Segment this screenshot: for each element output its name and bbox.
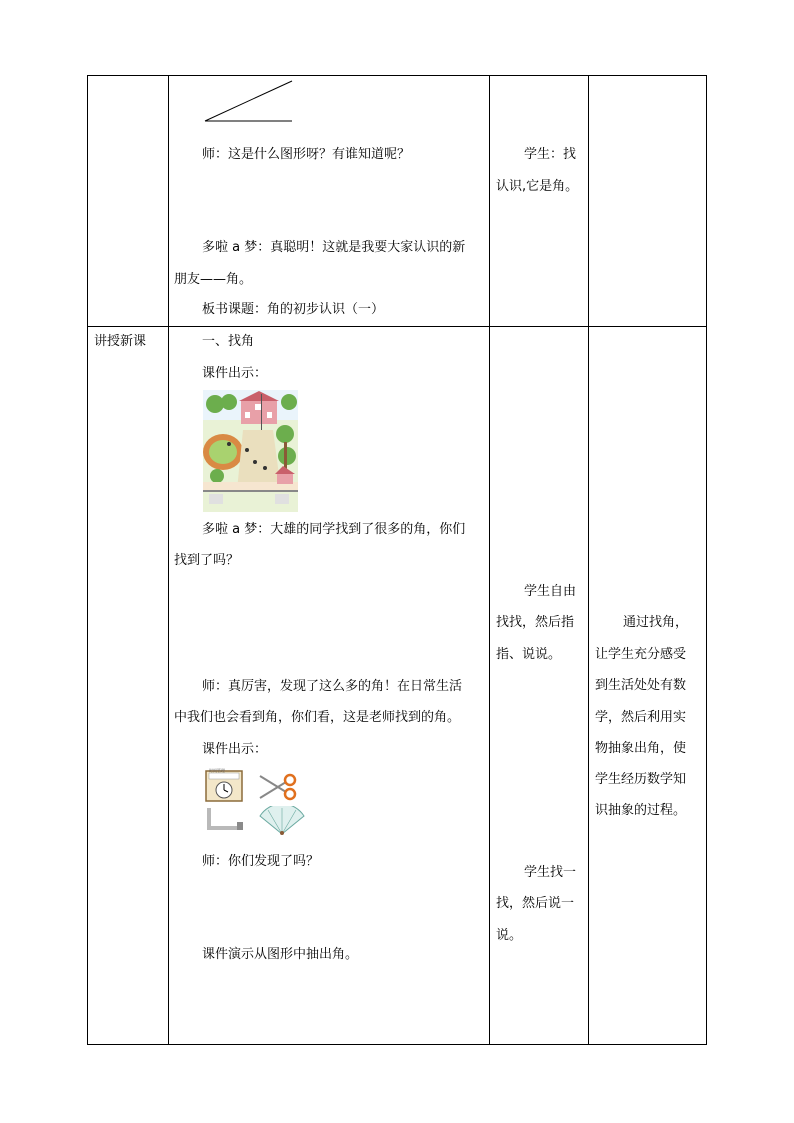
design-intent: 到生活处处有数 — [595, 678, 687, 693]
fan-icon — [258, 806, 306, 836]
teacher-line: 师：你们发现了吗？ — [202, 854, 320, 869]
design-intent: 学生经历数学知 — [595, 772, 687, 787]
design-intent: 物抽象出角，使 — [595, 741, 687, 756]
design-intent: 通过找角， — [623, 615, 689, 630]
column-divider — [489, 76, 490, 1044]
design-intent: 让学生充分感受 — [595, 647, 687, 662]
demo-note: 课件演示从图形中抽出角。 — [202, 947, 359, 962]
doraemon-line: 多啦 a 梦：真聪明！这就是我要大家认识的新 — [202, 240, 466, 255]
design-intent: 学，然后利用实 — [595, 710, 687, 725]
courseware-note: 课件出示： — [202, 742, 268, 757]
design-intent: 识抽象的过程。 — [595, 803, 687, 818]
doraemon-line: 朋友——角。 — [174, 272, 253, 287]
student-activity: 找，然后说一 — [496, 896, 575, 911]
water-pipe-icon — [205, 808, 245, 834]
angle-figure — [200, 78, 300, 126]
scissors-icon — [256, 772, 300, 802]
column-divider — [168, 76, 169, 1044]
stage-label: 讲授新课 — [94, 334, 147, 349]
student-activity: 学生找一 — [524, 865, 577, 880]
student-activity: 说。 — [496, 928, 523, 943]
schoolyard-illustration — [203, 390, 298, 512]
student-activity: 指、说说。 — [496, 647, 562, 662]
section-title: 一、找角 — [202, 334, 255, 349]
student-response: 认识,它是角。 — [496, 179, 579, 194]
board-title: 板书课题：角的初步认识（一） — [202, 302, 385, 317]
doraemon-line: 找到了吗？ — [174, 553, 240, 568]
clock-sign: 时间管理 — [209, 768, 225, 773]
student-activity: 找找，然后指 — [496, 615, 575, 630]
column-divider — [588, 76, 589, 1044]
student-response: 学生：找 — [524, 147, 577, 162]
teacher-line: 中我们也会看到角，你们看，这是老师找到的角。 — [174, 710, 461, 725]
student-activity: 学生自由 — [524, 584, 577, 599]
courseware-note: 课件出示： — [202, 366, 268, 381]
teacher-question: 师：这是什么图形呀？有谁知道呢？ — [202, 147, 411, 162]
row-divider — [88, 326, 706, 327]
teacher-line: 师：真厉害，发现了这么多的角！在日常生活 — [202, 679, 463, 694]
doraemon-line: 多啦 a 梦：大雄的同学找到了很多的角，你们 — [202, 522, 466, 537]
